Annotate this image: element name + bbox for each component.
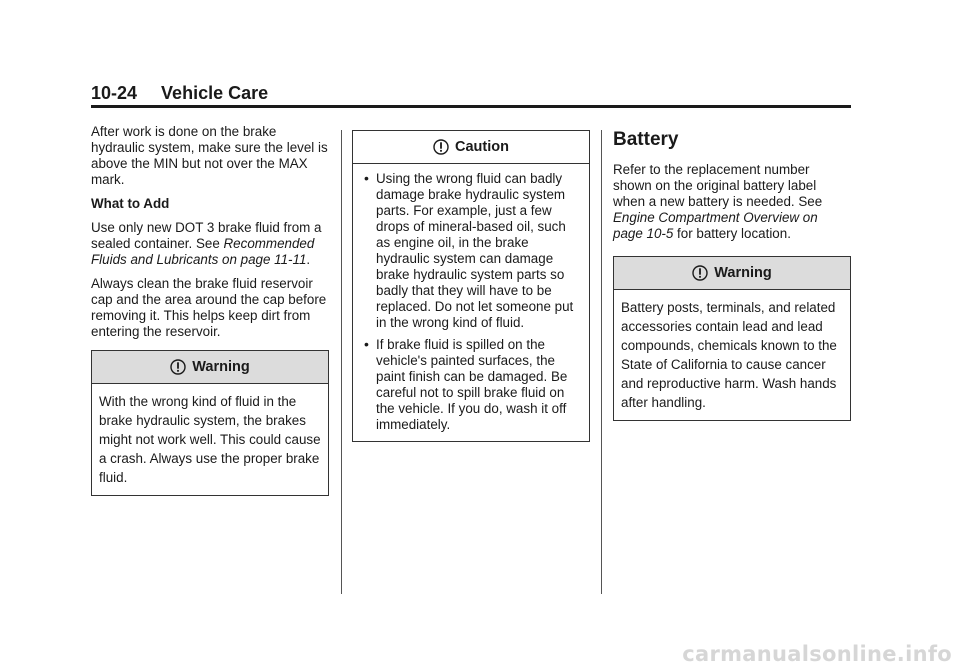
- clean-cap-paragraph: Always clean the brake fluid reservoir cap and the area around the cap before removing it. This helps keep dirt from entering the reservoir.: [91, 276, 327, 339]
- warning-header: [92, 351, 328, 384]
- watermark: carmanualsonline.info: [682, 642, 952, 666]
- battery-paragraph: [613, 162, 851, 242]
- column-divider-1: [341, 130, 342, 594]
- fluid-paragraph-end: .: [306, 252, 311, 267]
- fluid-paragraph: [91, 220, 329, 268]
- section-title: Vehicle Care: [161, 83, 269, 103]
- header-text: [91, 82, 851, 104]
- column-1: [91, 124, 329, 496]
- brake-fluid-warning-box: [91, 350, 329, 496]
- battery-warning-title: Warning: [714, 265, 772, 281]
- warning-symbol-icon: [692, 265, 708, 281]
- brake-level-paragraph: After work is done on the brake hydraulic system, make sure the level is above the MIN but not over the MAX mark.: [91, 124, 328, 187]
- column-3: [613, 124, 851, 421]
- caution-list: [360, 171, 582, 433]
- warning-symbol-icon: [170, 359, 186, 375]
- caution-body: [353, 164, 589, 441]
- recommended-fluids-link[interactable]: Recommended Fluids and Lubricants on page 11-11: [91, 236, 315, 267]
- column-divider-2: [601, 130, 602, 594]
- caution-symbol-icon: [433, 139, 449, 155]
- battery-paragraph-end: for battery location.: [673, 226, 791, 241]
- what-to-add-subhead: What to Add: [91, 196, 170, 211]
- warning-body: With the wrong kind of fluid in the brake hydraulic system, the brakes might not work well. This could cause a crash. Always use the proper brake fluid.: [99, 394, 321, 485]
- battery-warning-body: Battery posts, terminals, and related accessories contain lead and lead compounds, chemicals known to the State of California to cause cancer and reproductive harm. Wash hands after handling.: [621, 300, 837, 410]
- caution-box: [352, 130, 590, 442]
- battery-paragraph-text: Refer to the replacement number shown on the original battery label when a new battery is needed. See: [613, 162, 823, 209]
- battery-heading: Battery: [613, 129, 679, 150]
- battery-warning-box: [613, 256, 851, 421]
- column-2: [352, 130, 590, 442]
- battery-warning-header: [614, 257, 850, 290]
- warning-title: Warning: [192, 359, 250, 375]
- fluid-paragraph-text: Use only new DOT 3 brake fluid from a sealed container. See: [91, 220, 322, 251]
- page-number: 10-24: [91, 83, 138, 103]
- engine-compartment-link[interactable]: Engine Compartment Overview on page 10-5: [613, 210, 818, 241]
- caution-title: Caution: [455, 139, 509, 155]
- header-rule: [91, 105, 851, 108]
- page-header: [91, 82, 851, 104]
- caution-header: [353, 131, 589, 164]
- caution-item: • Using the wrong fluid can badly damage brake hydraulic system parts. For example, just a few drops of mineral-based oil, such as engine oil, in the brake hydraulic system can damage brake hydraulic system parts so badly that they will have to be replaced. Do not let someone put in the wrong kind of fluid.: [360, 171, 582, 331]
- caution-item: • If brake fluid is spilled on the vehicle's painted surfaces, the paint finish can be damaged. Be careful not to spill brake fluid on the vehicle. If you do, wash it off immediately.: [360, 337, 582, 433]
